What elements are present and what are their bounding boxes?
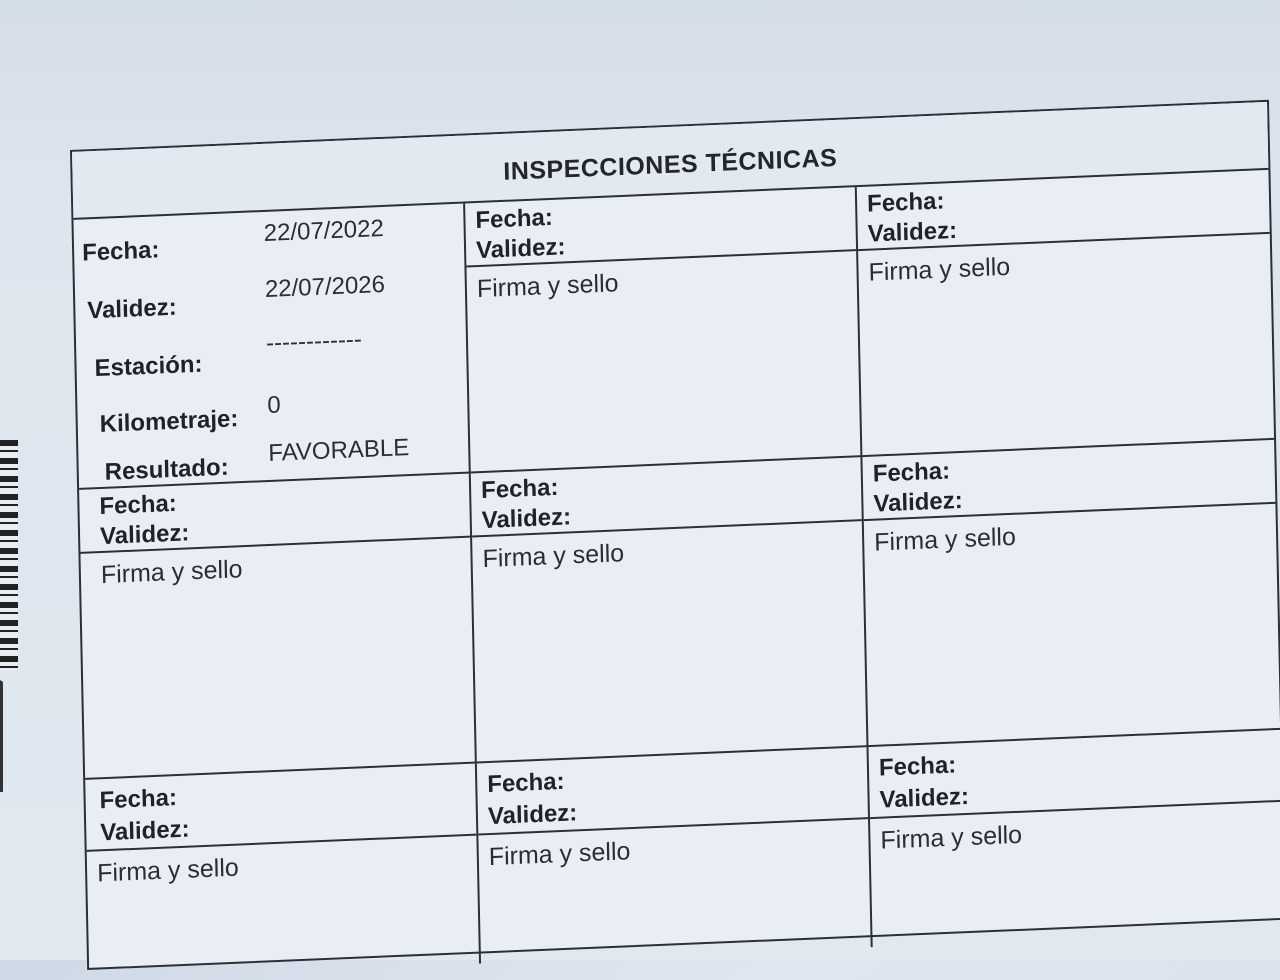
cell-header (477, 747, 868, 835)
fecha-label: Fecha: (480, 473, 559, 505)
fecha-label: Fecha: (866, 187, 945, 218)
inspection-cell-9 (869, 730, 1280, 947)
barcode-edge (0, 440, 18, 670)
firma-sello-label: Firma y sello (96, 853, 240, 888)
inspection-cell-1 (73, 204, 470, 490)
firma-sello-label: Firma y sello (488, 837, 631, 872)
validez-label: Validez: (99, 519, 190, 551)
fecha-label: Fecha: (878, 751, 957, 782)
kilometraje-label: Kilometraje: (99, 405, 239, 438)
inspection-cell-7 (85, 764, 481, 980)
inspection-cell-2 (465, 187, 862, 473)
validez-label: Validez: (873, 486, 963, 518)
firma-sello-label: Firma y sello (476, 269, 619, 304)
estacion-value: ------------ (265, 325, 363, 357)
cell-header (85, 764, 476, 852)
fecha-label: Fecha: (99, 784, 178, 815)
validez-value: 22/07/2026 (264, 270, 386, 303)
fecha-label: Fecha: (81, 236, 160, 267)
firma-sello-label: Firma y sello (873, 522, 1017, 557)
form-title: INSPECCIONES TÉCNICAS (503, 143, 838, 186)
inspection-form (70, 100, 1280, 970)
firma-sello-label: Firma y sello (100, 555, 243, 590)
resultado-value: FAVORABLE (268, 434, 410, 467)
fecha-label: Fecha: (872, 457, 951, 488)
firma-sello-label: Firma y sello (482, 539, 625, 574)
validez-label: Validez: (867, 216, 958, 248)
firma-sello-label: Firma y sello (880, 820, 1023, 855)
inspection-cell-5 (471, 457, 869, 763)
fecha-value: 22/07/2022 (263, 214, 385, 247)
fecha-label: Fecha: (475, 203, 554, 235)
validez-label: Validez: (87, 293, 177, 325)
validez-label: Validez: (879, 782, 970, 814)
inspection-cell-3 (857, 170, 1274, 457)
validez-label: Validez: (487, 799, 578, 831)
resultado-label: Resultado: (104, 453, 229, 486)
inspection-grid (73, 170, 1280, 972)
fecha-label: Fecha: (487, 767, 565, 799)
firma-sello-label: Firma y sello (868, 252, 1011, 287)
estacion-label: Estación: (94, 350, 203, 383)
paper-edge-mark (0, 680, 13, 792)
validez-label: Validez: (475, 233, 566, 265)
kilometraje-value: 0 (267, 391, 281, 419)
fecha-label: Fecha: (99, 489, 178, 521)
validez-label: Validez: (481, 503, 572, 535)
inspection-cell-8 (477, 747, 873, 963)
validez-label: Validez: (100, 815, 190, 847)
inspection-cell-6 (862, 440, 1280, 747)
inspection-cell-4 (79, 474, 477, 780)
